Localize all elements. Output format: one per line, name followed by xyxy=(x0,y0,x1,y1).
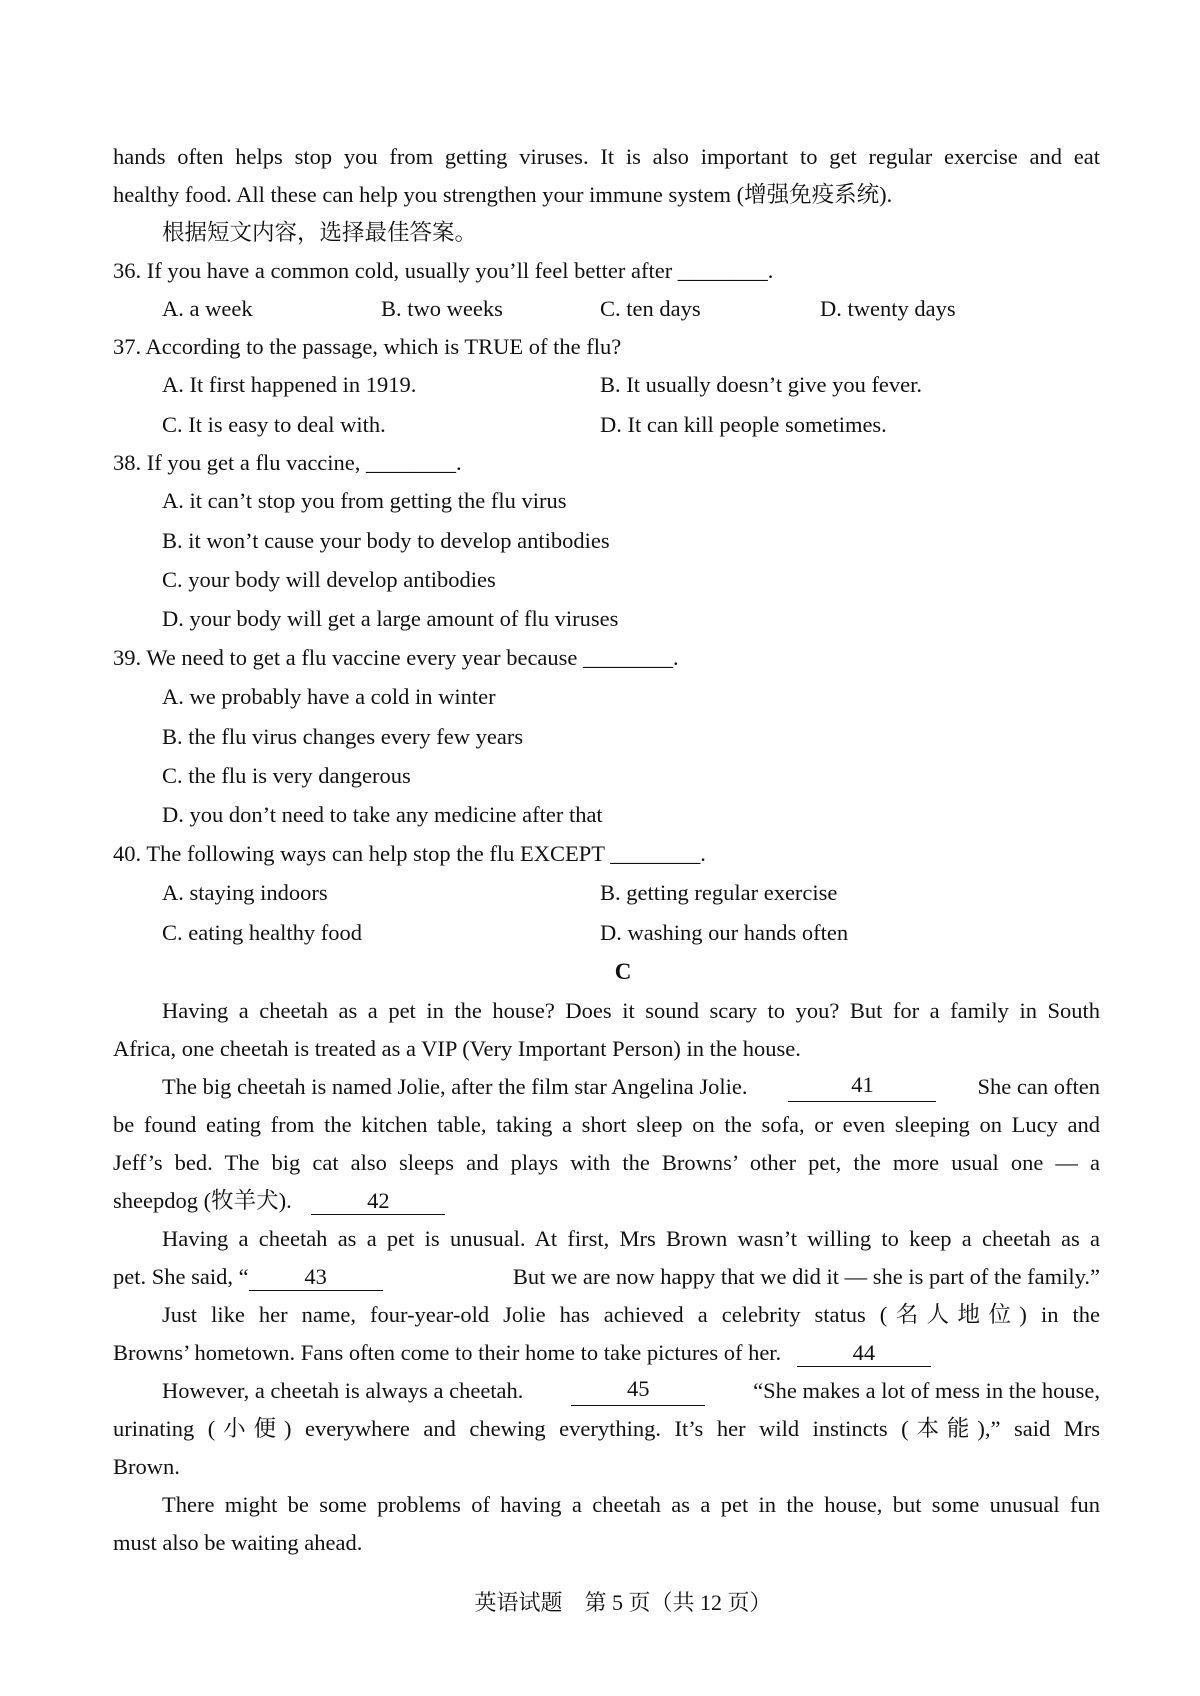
q36-option-d: D. twenty days xyxy=(820,296,956,321)
passage-p5-line-3: Brown. xyxy=(113,1454,180,1479)
passage-p6-line-2: must also be waiting ahead. xyxy=(113,1530,363,1555)
passage-p5-line-1 xyxy=(162,1376,1100,1406)
passage-p5-text-a: However, a cheetah is always a cheetah. xyxy=(162,1378,524,1403)
q36-option-a: A. a week xyxy=(162,296,253,321)
intro-line-2: healthy food. All these can help you strengthen your immune system (增强免疫系统). xyxy=(113,182,893,207)
q36-option-b: B. two weeks xyxy=(381,296,503,321)
passage-p3-group xyxy=(113,1262,383,1292)
q38-option-d: D. your body will get a large amount of flu viruses xyxy=(162,606,619,631)
q40-option-c: C. eating healthy food xyxy=(162,920,362,945)
passage-p2-line-1 xyxy=(162,1072,1100,1102)
passage-p1-line-1: Having a cheetah as a pet in the house? Does it sound scary to you? But for a family in South xyxy=(162,998,1100,1023)
passage-p3-text-b: But we are now happy that we did it — she is part of the family.” xyxy=(512,1264,1100,1289)
passage-p4-line-2 xyxy=(113,1338,931,1368)
question-39-stem: 39. We need to get a flu vaccine every year because ________. xyxy=(113,645,679,670)
instruction: 根据短文内容，选择最佳答案。 xyxy=(162,220,478,245)
q37-option-a: A. It first happened in 1919. xyxy=(162,372,417,397)
passage-p3-text-a: pet. She said, “ xyxy=(113,1264,249,1289)
passage-p2-text-c: sheepdog (牧羊犬). xyxy=(113,1188,292,1213)
question-37-stem: 37. According to the passage, which is TRUE of the flu? xyxy=(113,334,622,359)
q40-option-b: B. getting regular exercise xyxy=(600,880,838,905)
q40-option-d: D. washing our hands often xyxy=(600,920,849,945)
question-38-stem: 38. If you get a flu vaccine, ________. xyxy=(113,450,462,475)
q36-option-c: C. ten days xyxy=(600,296,701,321)
passage-p3-line-2 xyxy=(113,1262,1100,1292)
blank-43: 43 xyxy=(249,1264,383,1291)
q39-option-d: D. you don’t need to take any medicine after that xyxy=(162,802,603,827)
passage-p3-line-1: Having a cheetah as a pet is unusual. At first, Mrs Brown wasn’t willing to keep a cheetah as a xyxy=(162,1226,1100,1251)
q40-option-a: A. staying indoors xyxy=(162,880,328,905)
intro-line-1: hands often helps stop you from getting viruses. It is also important to get regular exercise and eat xyxy=(113,144,1100,169)
passage-p4-text-a: Browns’ hometown. Fans often come to their home to take pictures of her. xyxy=(113,1340,782,1365)
passage-p1-line-2: Africa, one cheetah is treated as a VIP (Very Important Person) in the house. xyxy=(113,1036,801,1061)
blank-45: 45 xyxy=(571,1376,705,1406)
passage-p4-line-1: Just like her name, four-year-old Jolie has achieved a celebrity status (名人地位) in the xyxy=(162,1302,1100,1327)
passage-p2-text-a: The big cheetah is named Jolie, after the film star Angelina Jolie. xyxy=(162,1074,748,1099)
question-40-stem: 40. The following ways can help stop the flu EXCEPT ________. xyxy=(113,841,706,866)
question-36-stem: 36. If you have a common cold, usually you’ll feel better after ________. xyxy=(113,258,774,283)
passage-p2-line-4 xyxy=(113,1186,445,1216)
page-footer: 英语试题 第 5 页（共 12 页） xyxy=(474,1590,772,1615)
passage-p6-line-1: There might be some problems of having a cheetah as a pet in the house, but some unusual fun xyxy=(162,1492,1100,1517)
section-c-heading: C xyxy=(614,959,632,984)
q37-option-c: C. It is easy to deal with. xyxy=(162,412,386,437)
q39-option-c: C. the flu is very dangerous xyxy=(162,763,411,788)
passage-p2-line-2: be found eating from the kitchen table, taking a short sleep on the sofa, or even sleeping on Lucy and xyxy=(113,1112,1100,1137)
passage-p5-line-2: urinating (小便) everywhere and chewing everything. It’s her wild instincts (本能),” said Mrs xyxy=(113,1416,1100,1441)
q38-option-c: C. your body will develop antibodies xyxy=(162,567,496,592)
blank-42: 42 xyxy=(311,1188,445,1215)
passage-p2-line-3: Jeff’s bed. The big cat also sleeps and plays with the Browns’ other pet, the more usual one — a xyxy=(113,1150,1100,1175)
q39-option-b: B. the flu virus changes every few years xyxy=(162,724,524,749)
q38-option-b: B. it won’t cause your body to develop antibodies xyxy=(162,528,610,553)
q38-option-a: A. it can’t stop you from getting the flu virus xyxy=(162,488,567,513)
blank-44: 44 xyxy=(797,1340,931,1367)
passage-p2-text-b: She can often xyxy=(977,1074,1100,1099)
blank-41: 41 xyxy=(788,1072,936,1102)
passage-p5-text-b: “She makes a lot of mess in the house, xyxy=(753,1378,1100,1403)
q37-option-d: D. It can kill people sometimes. xyxy=(600,412,887,437)
q39-option-a: A. we probably have a cold in winter xyxy=(162,684,496,709)
q37-option-b: B. It usually doesn’t give you fever. xyxy=(600,372,923,397)
